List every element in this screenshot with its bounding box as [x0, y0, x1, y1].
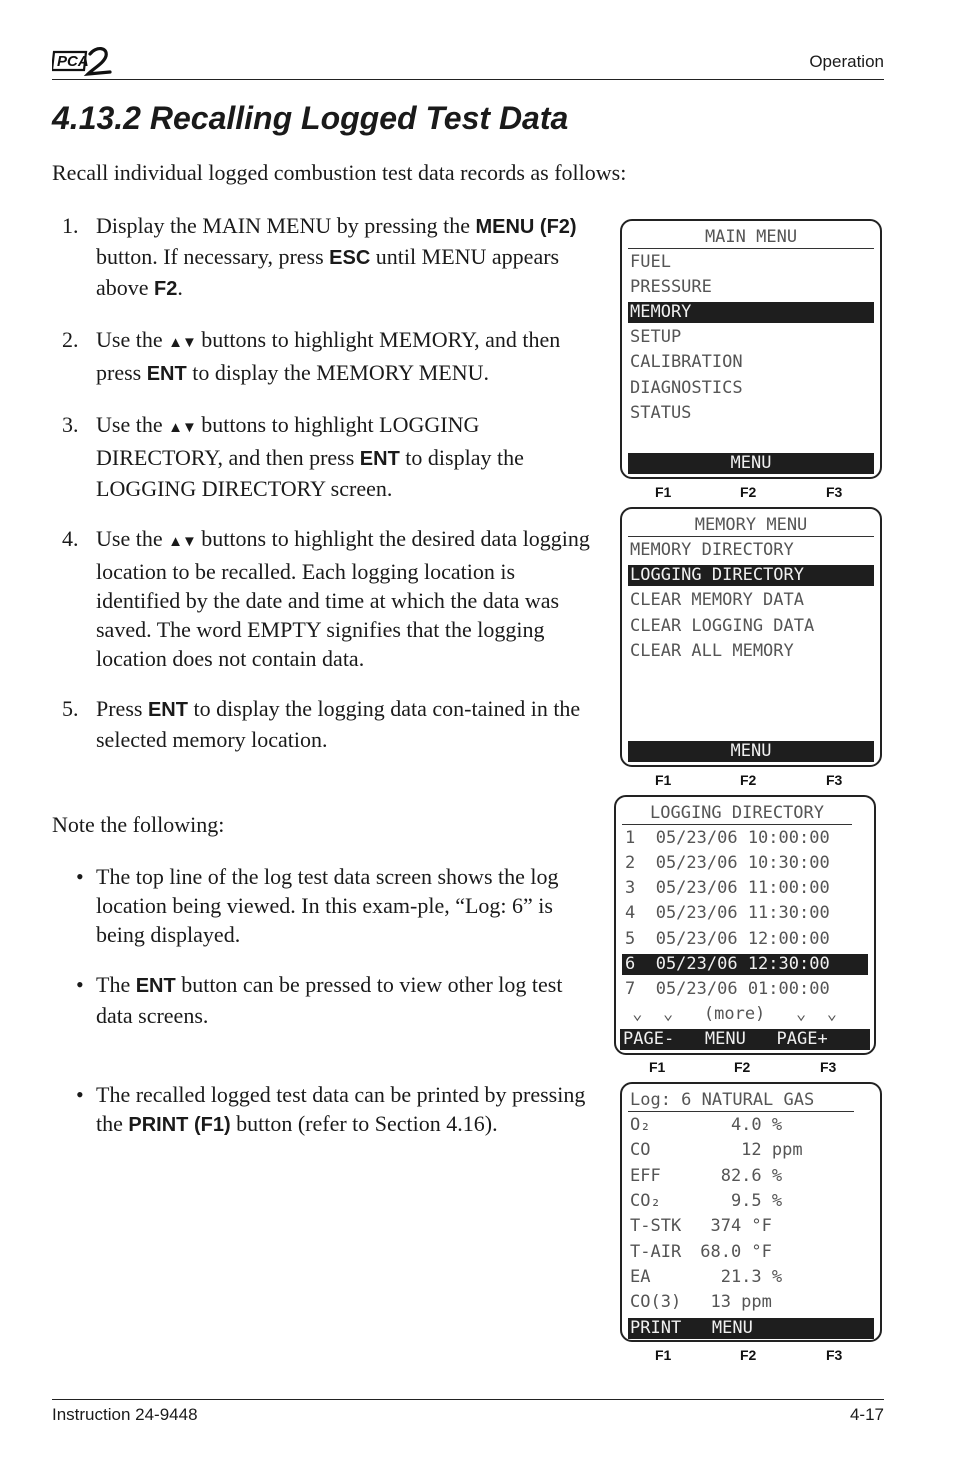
reading-row — [630, 1242, 772, 1263]
f2-label: F2 — [740, 772, 757, 788]
reading-row — [630, 1191, 782, 1212]
menu-item-highlighted: MEMORY — [628, 302, 874, 323]
function-key-labels — [614, 1059, 876, 1077]
f3-label: F3 — [826, 772, 843, 788]
softkey-bar: PAGE- MENU PAGE+ — [620, 1029, 870, 1050]
f3-label: F3 — [820, 1059, 837, 1075]
esc-key: ESC — [329, 247, 371, 269]
bullet-dot: • — [76, 1082, 84, 1107]
up-down-arrows-icon: ▲▼ — [168, 335, 196, 351]
reading-row — [630, 1292, 772, 1313]
f2-label: F2 — [740, 484, 757, 500]
f1-label: F1 — [655, 1347, 672, 1363]
header-section-label: Operation — [809, 52, 884, 71]
reading-row — [630, 1267, 782, 1288]
softkey-bar: MENU — [628, 741, 874, 762]
step-4: 4. Use the ▲▼ buttons to highlight the desired data logging location to be recalled. Each logging location is identified by the date and time at which the data was saved. The word EMPTY signifies that the logging location does not contain data. — [62, 526, 590, 671]
reading-label: EA — [630, 1267, 651, 1287]
f3-label: F3 — [826, 484, 843, 500]
step-number: 4. — [62, 526, 79, 551]
reading-value: 9.5 % — [690, 1191, 783, 1211]
header-divider — [52, 79, 884, 80]
function-key-labels — [620, 772, 882, 790]
note-bullet: • The top line of the log test data screen shows the log location being viewed. In this exam-ple, “Log: 6” is being displayed. — [76, 864, 559, 947]
log-row-highlighted: 6 05/23/06 12:30:00 — [622, 954, 868, 975]
reading-value: 12 ppm — [690, 1140, 803, 1160]
note-label: Note the following: — [52, 812, 225, 837]
footer-divider — [52, 1399, 884, 1400]
footer-instruction-number: Instruction 24-9448 — [52, 1405, 198, 1424]
f1-label: F1 — [655, 484, 672, 500]
f3-label: F3 — [826, 1347, 843, 1363]
function-key-labels — [620, 484, 882, 502]
bullet-dot: • — [76, 864, 84, 889]
procedure-steps — [52, 211, 602, 775]
note-bullets — [52, 862, 602, 1140]
menu-item: STATUS — [630, 403, 692, 423]
menu-item: CLEAR MEMORY DATA — [630, 590, 804, 610]
f2-label: F2 — [734, 1059, 751, 1075]
reading-value: 21.3 % — [690, 1267, 783, 1287]
reading-value: 4.0 % — [690, 1115, 783, 1135]
reading-value: 68.0 °F — [690, 1242, 772, 1262]
reading-row — [630, 1140, 803, 1161]
reading-value: 374 °F — [690, 1216, 772, 1236]
menu-item: CALIBRATION — [630, 352, 743, 372]
main-menu-screen — [620, 219, 882, 479]
reading-row — [630, 1216, 772, 1237]
up-down-arrows-icon: ▲▼ — [168, 420, 196, 436]
log-row: 2 05/23/06 10:30:00 — [625, 853, 830, 873]
ent-key: ENT — [147, 699, 188, 721]
log-row: 5 05/23/06 12:00:00 — [625, 929, 830, 949]
menu-item: FUEL — [630, 252, 671, 272]
f2-label: F2 — [740, 1347, 757, 1363]
logging-directory-screen — [614, 795, 876, 1055]
f1-label: F1 — [649, 1059, 666, 1075]
reading-label: CO(3) — [630, 1292, 682, 1312]
log-row: 7 05/23/06 01:00:00 — [625, 979, 830, 999]
reading-label: T-STK — [630, 1216, 682, 1236]
reading-label: T-AIR — [630, 1242, 682, 1262]
footer-page-number: 4-17 — [849, 1405, 884, 1424]
print-f1-key: PRINT (F1) — [128, 1114, 231, 1136]
screen-title: MAIN MENU — [628, 227, 874, 249]
note-bullet: • The recalled logged test data can be printed by pressing the PRINT (F1) button (refer to Section 4.16). — [76, 1082, 586, 1136]
memory-menu-screen — [620, 507, 882, 767]
log-row: 3 05/23/06 11:00:00 — [625, 878, 830, 898]
more-indicator: ⌄ ⌄ (more) ⌄ ⌄ — [622, 1004, 837, 1024]
log-row: 1 05/23/06 10:00:00 — [625, 828, 830, 848]
ent-key: ENT — [135, 975, 176, 997]
screen-title: LOGGING DIRECTORY — [622, 803, 852, 825]
page-title: 4.13.2 Recalling Logged Test Data — [52, 100, 569, 136]
reading-label: CO₂ — [630, 1191, 661, 1211]
step-number: 2. — [62, 327, 79, 352]
up-down-arrows-icon: ▲▼ — [168, 534, 196, 550]
menu-item-highlighted: LOGGING DIRECTORY — [628, 565, 874, 586]
log-row: 4 05/23/06 11:30:00 — [625, 903, 830, 923]
reading-row — [630, 1115, 782, 1136]
step-5: 5. Press ENT to display the logging data con-tained in the selected memory location. — [62, 696, 581, 752]
step-number: 5. — [62, 696, 79, 721]
screen-title: MEMORY MENU — [628, 515, 874, 537]
menu-item: CLEAR LOGGING DATA — [630, 616, 815, 636]
softkey-bar: MENU — [628, 453, 874, 474]
ent-key: ENT — [359, 448, 400, 470]
bullet-dot: • — [76, 972, 84, 997]
function-key-labels — [620, 1347, 882, 1365]
reading-label: EFF — [630, 1166, 661, 1186]
menu-item: CLEAR ALL MEMORY — [630, 641, 794, 661]
reading-value: 13 ppm — [690, 1292, 772, 1312]
screen-title: Log: 6 NATURAL GAS — [628, 1090, 854, 1112]
step-number: 1. — [62, 213, 79, 238]
reading-label: CO — [630, 1140, 651, 1160]
menu-f2-key: MENU (F2) — [475, 216, 577, 238]
intro-paragraph: Recall individual logged combustion test data records as follows: — [52, 160, 627, 185]
reading-value: 82.6 % — [690, 1166, 783, 1186]
reading-label: O₂ — [630, 1115, 651, 1135]
reading-row — [630, 1166, 782, 1187]
f1-label: F1 — [655, 772, 672, 788]
step-1: 1. Display the MAIN MENU by pressing the MENU (F2) button. If necessary, press ESC until MENU appears above F2. — [62, 213, 577, 300]
menu-item: SETUP — [630, 327, 682, 347]
ent-key: ENT — [146, 363, 187, 385]
step-3: 3. Use the ▲▼ buttons to highlight LOGGING DIRECTORY, and then press ENT to display the LOGGING DIRECTORY screen. — [62, 412, 524, 501]
step-number: 3. — [62, 412, 79, 437]
f2-key: F2 — [154, 278, 178, 300]
menu-item: PRESSURE — [630, 277, 712, 297]
menu-item: MEMORY DIRECTORY — [630, 540, 794, 560]
log-data-screen — [620, 1082, 882, 1342]
svg-text:PCA: PCA — [57, 53, 89, 70]
menu-item: DIAGNOSTICS — [630, 378, 743, 398]
pca2-logo — [52, 44, 114, 76]
step-2: 2. Use the ▲▼ buttons to highlight MEMORY, and then press ENT to display the MEMORY MENU. — [62, 327, 561, 385]
softkey-bar: PRINT MENU — [628, 1318, 874, 1339]
note-bullet: • The ENT button can be pressed to view other log test data screens. — [76, 972, 563, 1028]
